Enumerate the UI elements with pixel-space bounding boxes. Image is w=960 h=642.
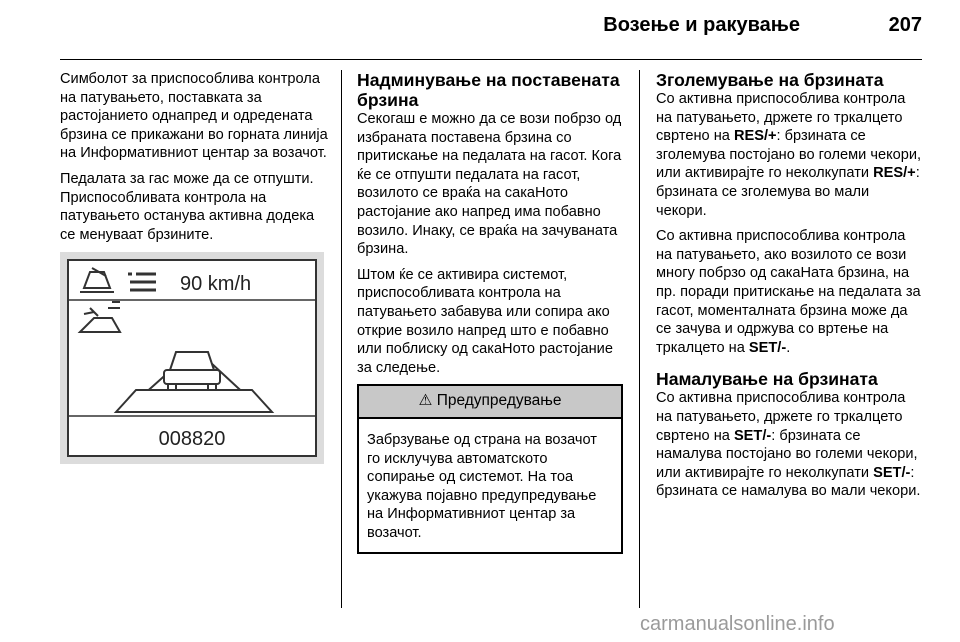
header-rule xyxy=(60,59,922,60)
text-span: : брзината се намалува во мали чекори. xyxy=(656,464,921,500)
text-span: Со активна приспособлива контрола на патувањето, држете го тркалцето свртено на xyxy=(656,390,906,444)
control-label: SET/- xyxy=(748,339,787,356)
warning-text: Забрзување од страна на возачот го исклучува автоматското сопирање од системот. На тоа укажува појавно предупредување на Информативниот центар за возачот. xyxy=(367,431,597,541)
display-svg xyxy=(60,252,324,464)
paragraph xyxy=(656,90,922,220)
paragraph xyxy=(656,389,922,501)
watermark: carmanualsonline.info xyxy=(640,613,835,635)
set-speed-readout: 90 km/h xyxy=(180,273,252,296)
text-span: Со активна приспособлива контрола на патувањето, држете го тркалцето свртено на xyxy=(656,91,906,145)
control-label: SET/- xyxy=(733,427,772,444)
paragraph xyxy=(656,227,922,357)
column-2 xyxy=(357,70,623,554)
paragraph: Штом ќе се активира системот, приспособливата контрола на патувањето забавува или сопира ако открие возило напред што е побавно или поблиску од сакаНото растојание за следење. xyxy=(357,266,613,376)
paragraph: Секогаш е можно да се вози побрзо од избраната поставена брзина со притискање на педалата на гасот. Кога ќе се отпушти педалата на гасот, возилото се враќа на сакаНото растојание ако напред има побавно возило. Инаку, се враќа на зачуваната брзина. xyxy=(357,111,622,258)
column-divider xyxy=(341,70,342,608)
control-label: SET/- xyxy=(873,464,911,481)
column-1 xyxy=(60,70,330,464)
warning-header xyxy=(359,386,621,419)
text-span: : брзината се зголемува во мали чекори. xyxy=(656,165,920,219)
section-heading: Намалување на брзината xyxy=(656,369,878,390)
column-divider xyxy=(639,70,640,608)
warning-title: Предупредување xyxy=(436,392,562,410)
text-span: : брзината се намалува постојано во големи чекори, или активирајте го неколкупати xyxy=(656,427,918,481)
control-label: RES/+ xyxy=(873,165,916,182)
paragraph: Педалата за гас може да се отпушти. Приспособливата контрола на патувањето останува активна додека се менуваат брзините. xyxy=(60,170,315,243)
column-3 xyxy=(656,70,922,508)
text-span: : брзината се зголемува постојано во големи чекори, или активирајте го неколкупати xyxy=(656,128,922,182)
text-span: . xyxy=(786,339,791,356)
warning-box xyxy=(357,384,623,554)
control-label: RES/+ xyxy=(733,128,777,145)
page-header-title: Возење и ракување xyxy=(603,14,800,36)
odometer-readout: 008820 xyxy=(158,428,226,451)
warning-triangle-icon: ⚠ xyxy=(418,392,433,410)
driver-info-display-illustration xyxy=(60,252,324,464)
section-heading: Зголемување на брзината xyxy=(656,70,884,90)
section-heading: Надминување на поставената брзина xyxy=(357,70,620,110)
paragraph: Симболот за приспособлива контрола на патувањето, поставката за растојанието однапред и одредената брзина се прикажани во горната линија на Информативниот центар за возачот. xyxy=(60,71,328,162)
text-span: Со активна приспособлива контрола на патувањето, ако возилото се вози многу побрзо од сакаНата брзина, на пр. поради притискање на педалата за гасот, моменталната брзина може да се зачува и одржува со вртење на тркалцето на xyxy=(656,228,921,356)
page-number: 207 xyxy=(888,14,922,36)
